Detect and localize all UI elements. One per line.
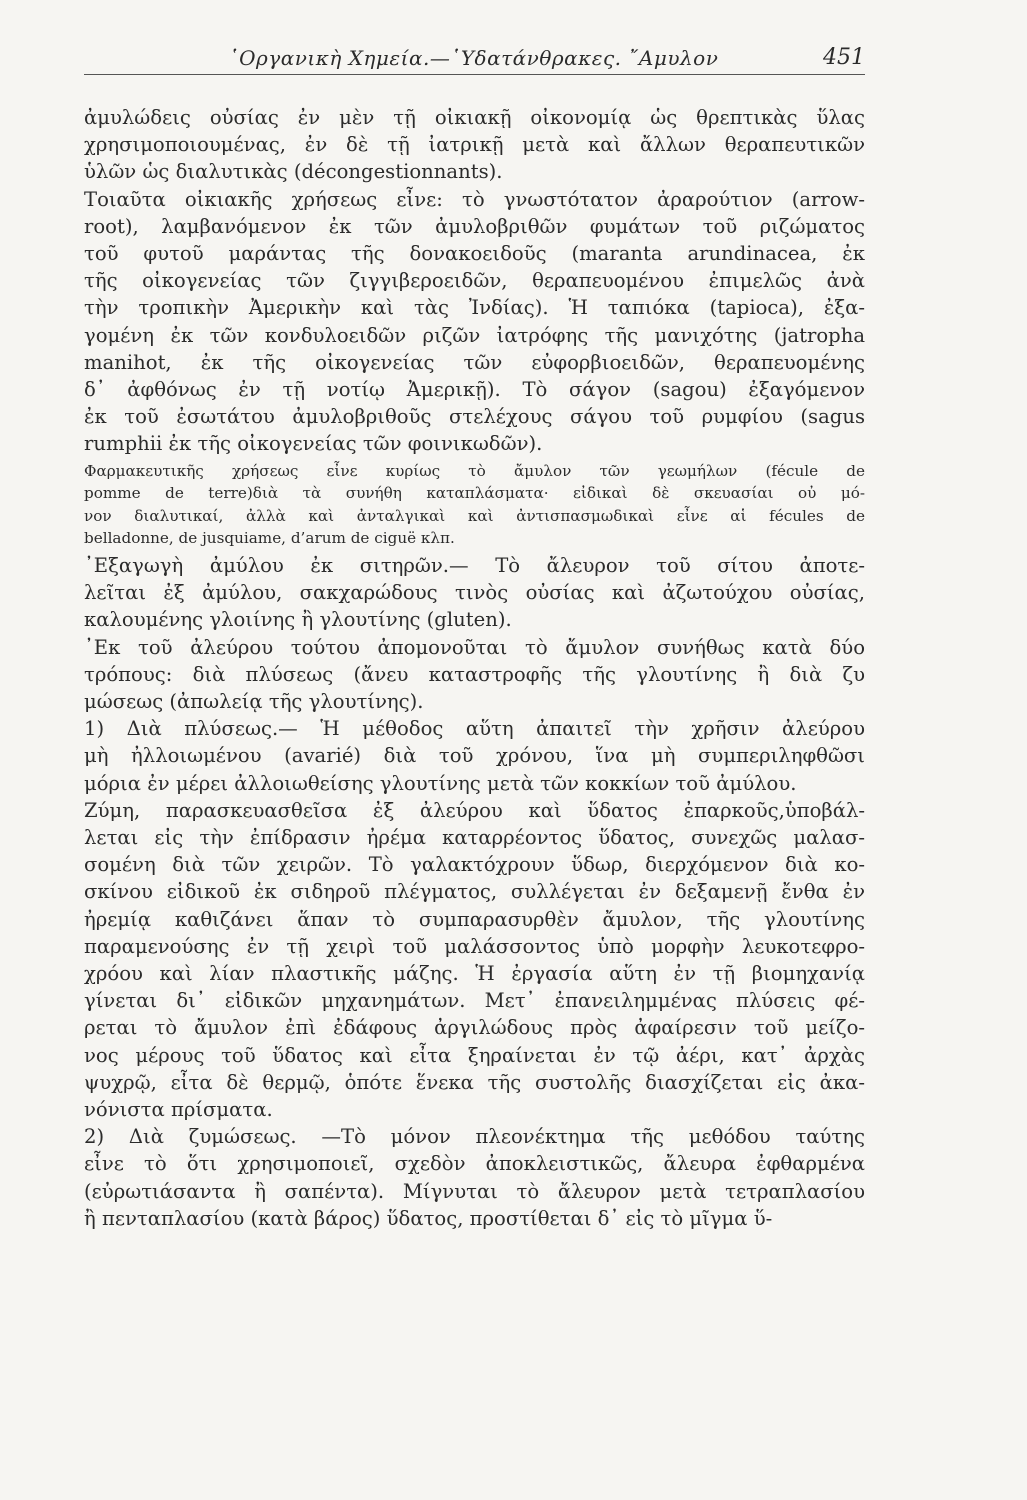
text-line: root), λαμβανόμενον ἐκ τῶν ἀμυλοβριθῶν φυμάτων τοῦ ριζώματος — [84, 214, 865, 238]
text-line: τὴν τροπικὴν Ἀμερικὴν καὶ τὰς Ἰνδίας). Ἡ ταπιόκα (tapioca), ἐξα- — [84, 296, 865, 320]
footnote-paragraph — [84, 460, 865, 550]
text-line: σκίνου εἰδικοῦ ἐκ σιδηροῦ πλέγματος, συλλέγεται ἐν δεξαμενῇ ἔνθα ἐν — [84, 880, 865, 904]
paragraph — [84, 634, 865, 716]
text-line: belladonne, de jusquiame, d’arum de ciguë κλπ. — [84, 529, 455, 548]
text-line: γίνεται δι᾿ εἰδικῶν μηχανημάτων. Μετ᾿ ἐπανειλημμένας πλύσεις φέ- — [84, 989, 865, 1013]
paragraph — [84, 186, 865, 458]
text-line: rumphii ἐκ τῆς οἰκογενείας τῶν φοινικωδῶν). — [84, 432, 543, 456]
text-line: Φαρμακευτικῆς χρήσεως εἶνε κυρίως τὸ ἄμυλον τῶν γεωμήλων (fécule de — [84, 461, 865, 480]
text-line: εἶνε τὸ ὅτι χρησιμοποιεῖ, σχεδὸν ἀποκλειστικῶς, ἄλευρα ἐφθαρμένα — [84, 1152, 865, 1176]
text-line: νον διαλυτικαί, ἀλλὰ καὶ ἀνταλγικαὶ καὶ ἀντισπασμωδικαὶ εἶνε αἱ fécules de — [84, 506, 865, 525]
text-line: ἠρεμίᾳ καθιζάνει ἅπαν τὸ συμπαρασυρθὲν ἄμυλον, τῆς γλουτίνης — [84, 907, 865, 931]
text-line: μώσεως (ἀπωλείᾳ τῆς γλουτίνης). — [84, 690, 424, 714]
text-line: Τοιαῦτα οἰκιακῆς χρήσεως εἶνε: τὸ γνωστότατον ἀραρούτιον (arrow- — [84, 187, 865, 211]
paragraph — [84, 552, 865, 634]
text-line: σομένη διὰ τῶν χειρῶν. Τὸ γαλακτόχρουν ὕδωρ, διερχόμενον διὰ κο- — [84, 853, 865, 877]
text-line: χρησιμοποιουμένας, ἐν δὲ τῇ ἰατρικῇ μετὰ καὶ ἄλλων θεραπευτικῶν — [84, 133, 865, 157]
text-line: ἢ πενταπλασίου (κατὰ βάρος) ὕδατος, προστίθεται δ᾿ εἰς τὸ μῖγμα ὕ- — [84, 1206, 773, 1230]
text-line: μὴ ἠλλοιωμένου (avarié) διὰ τοῦ χρόνου, ἵνα μὴ συμπεριληφθῶσι — [84, 744, 865, 768]
text-line: 1) Διὰ πλύσεως.— Ἡ μέθοδος αὕτη ἀπαιτεῖ τὴν χρῆσιν ἀλεύρου — [84, 717, 865, 741]
text-line: ὑλῶν ὡς διαλυτικὰς (décongestionnants). — [84, 160, 503, 184]
paragraph — [84, 715, 865, 797]
text-line: τρόπους: διὰ πλύσεως (ἄνευ καταστροφῆς τῆς γλουτίνης ἢ διὰ ζυ — [84, 662, 865, 686]
page-header — [84, 30, 865, 75]
paragraph — [84, 797, 865, 1123]
page-number: 451 — [823, 45, 865, 70]
text-line: χρόου καὶ λίαν πλαστικῆς μάζης. Ἡ ἐργασία αὕτη ἐν τῇ βιομηχανίᾳ — [84, 962, 865, 986]
text-line: 2) Διὰ ζυμώσεως. —Τὸ μόνον πλεονέκτημα τῆς μεθόδου ταύτης — [84, 1125, 865, 1149]
text-line: pomme de terre)διὰ τὰ συνήθη καταπλάσματα· εἰδικαὶ δὲ σκευασίαι οὐ μό- — [84, 484, 865, 503]
text-line: γομένη ἐκ τῶν κονδυλοειδῶν ριζῶν ἰατρόφης τῆς μανιχότης (jatropha — [84, 323, 865, 347]
text-line: δ᾿ ἀφθόνως ἐν τῇ νοτίῳ Ἀμερικῇ). Τὸ σάγον (sagou) ἐξαγόμενον — [84, 378, 865, 402]
text-line: λεῖται ἐξ ἀμύλου, σακχαρώδους τινὸς οὐσίας καὶ ἀζωτούχου οὐσίας, — [84, 581, 865, 605]
text-line: νος μέρους τοῦ ὕδατος καὶ εἶτα ξηραίνεται ἐν τῷ ἀέρι, κατ᾿ ἀρχὰς — [84, 1043, 865, 1067]
text-line: Ζύμη, παρασκευασθεῖσα ἐξ ἀλεύρου καὶ ὕδατος ἐπαρκοῦς,ὑποβάλ- — [84, 798, 865, 822]
body-text — [84, 104, 865, 1232]
running-title: ῾Οργανικὴ Χημεία.—῾Υδατάνθρακες. ῎Αμυλον — [228, 46, 719, 70]
text-line: ᾿Εξαγωγὴ ἀμύλου ἐκ σιτηρῶν.— Τὸ ἄλευρον τοῦ σίτου ἀποτε- — [84, 554, 865, 578]
text-line: παραμενούσης ἐν τῇ χειρὶ τοῦ μαλάσσοντος ὑπὸ μορφὴν λευκοτεφρο- — [84, 934, 865, 958]
text-line: καλουμένης γλοιίνης ἢ γλουτίνης (gluten). — [84, 608, 512, 632]
text-line: ψυχρῷ, εἶτα δὲ θερμῷ, ὁπότε ἕνεκα τῆς συστολῆς διασχίζεται εἰς ἀκα- — [84, 1070, 865, 1094]
text-line: (εὐρωτιάσαντα ἢ σαπέντα). Μίγνυται τὸ ἄλευρον μετὰ τετραπλασίου — [84, 1179, 865, 1203]
text-line: ρεται τὸ ἄμυλον ἐπὶ ἐδάφους ἀργιλώδους πρὸς ἀφαίρεσιν τοῦ μείζο- — [84, 1016, 865, 1040]
text-line: ᾿Εκ τοῦ ἀλεύρου τούτου ἀπομονοῦται τὸ ἄμυλον συνήθως κατὰ δύο — [84, 635, 865, 659]
text-line: μόρια ἐν μέρει ἀλλοιωθείσης γλουτίνης μετὰ τῶν κοκκίων τοῦ ἀμύλου. — [84, 771, 797, 795]
text-line: νόνιστα πρίσματα. — [84, 1098, 273, 1122]
paragraph — [84, 1123, 865, 1232]
paragraph — [84, 104, 865, 186]
text-line: λεται εἰς τὴν ἐπίδρασιν ἠρέμα καταρρέοντος ὕδατος, συνεχῶς μαλασ- — [84, 826, 865, 850]
text-line: τῆς οἰκογενείας τῶν ζιγγιβεροειδῶν, θεραπευομένου ἐπιμελῶς ἀνὰ — [84, 269, 865, 293]
text-line: manihot, ἐκ τῆς οἰκογενείας τῶν εὐφορβιοειδῶν, θεραπευομένης — [84, 350, 865, 374]
text-line: ἀμυλώδεις οὐσίας ἐν μὲν τῇ οἰκιακῇ οἰκονομίᾳ ὡς θρεπτικὰς ὕλας — [84, 106, 865, 129]
text-line: τοῦ φυτοῦ μαράντας τῆς δονακοειδοῦς (maranta arundinacea, ἐκ — [84, 242, 865, 266]
text-line: ἐκ τοῦ ἐσωτάτου ἀμυλοβριθοῦς στελέχους σάγου τοῦ ρυμφίου (sagus — [84, 405, 865, 429]
